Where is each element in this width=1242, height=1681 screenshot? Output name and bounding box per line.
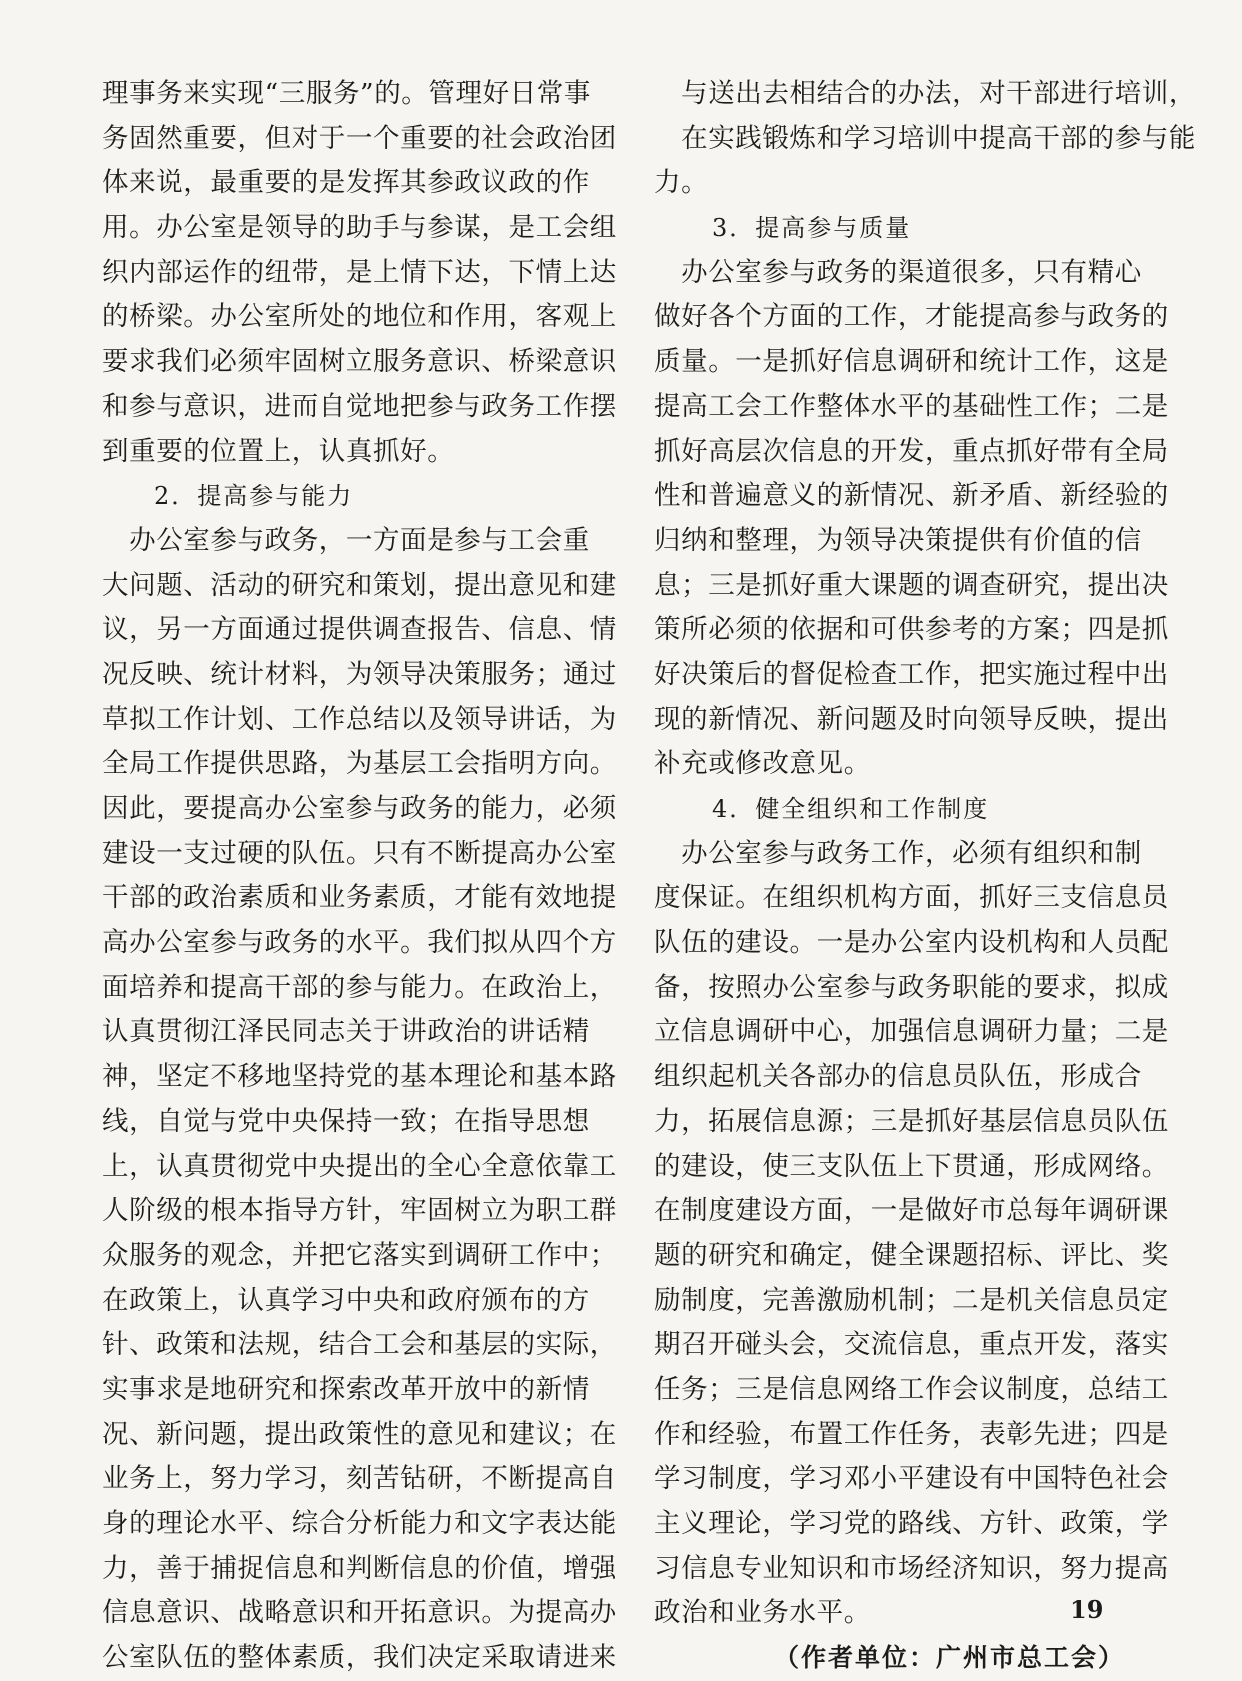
text-line: 策所必须的依据和可供参考的方案；四是抓: [654, 614, 1169, 646]
section-heading: 2．提高参与能力: [154, 482, 354, 511]
text-line: 提高工会工作整体水平的基础性工作；二是: [654, 390, 1169, 422]
author-affiliation: （作者单位：广州市总工会）: [774, 1643, 1126, 1673]
text-line: 高办公室参与政务的水平。我们拟从四个方: [102, 927, 617, 959]
text-line: 针、政策和法规，结合工会和基层的实际，: [102, 1329, 617, 1361]
text-line: 全局工作提供思路，为基层工会指明方向。: [102, 748, 617, 780]
text-line: 体来说，最重要的是发挥其参政议政的作: [102, 167, 590, 199]
text-line: 任务；三是信息网络工作会议制度，总结工: [654, 1373, 1169, 1405]
page-number: 19: [1070, 1595, 1104, 1624]
text-line: 实事求是地研究和探索改革开放中的新情: [102, 1373, 590, 1405]
text-line: 抓好高层次信息的开发，重点抓好带有全局: [654, 435, 1169, 467]
text-line: 和参与意识，进而自觉地把参与政务工作摆: [102, 390, 617, 422]
text-line: 况反映、统计材料，为领导决策服务；通过: [102, 658, 617, 690]
text-line: 习信息专业知识和市场经济知识，努力提高: [654, 1552, 1169, 1584]
text-line: 现的新情况、新问题及时向领导反映，提出: [654, 703, 1169, 735]
text-line: 织内部运作的纽带，是上情下达，下情上达: [102, 256, 617, 288]
text-line: 因此，要提高办公室参与政务的能力，必须: [102, 793, 617, 824]
text-line: 用。办公室是领导的助手与参谋，是工会组: [102, 212, 617, 244]
text-line: 力，善于捕捉信息和判断信息的价值，增强: [102, 1552, 617, 1584]
text-line: 公室队伍的整体素质，我们决定采取请进来: [102, 1642, 617, 1674]
text-line: 议，另一方面通过提供调查报告、信息、情: [102, 614, 617, 646]
text-line: 办公室参与政务，一方面是参与工会重: [102, 524, 590, 556]
text-line: 认真贯彻江泽民同志关于讲政治的讲话精: [102, 1016, 590, 1048]
text-line: 众服务的观念，并把它落实到调研工作中；: [102, 1239, 617, 1271]
text-line: 学习制度，学习邓小平建设有中国特色社会: [654, 1463, 1169, 1495]
text-line: 业务上，努力学习，刻苦钻研，不断提高自: [102, 1463, 617, 1495]
text-line: 人阶级的根本指导方针，牢固树立为职工群: [102, 1195, 617, 1227]
text-line: 建设一支过硬的队伍。只有不断提高办公室: [102, 837, 617, 869]
text-line: 理事务来实现“三服务”的。管理好日常事: [102, 78, 591, 109]
text-line: 备，按照办公室参与政务职能的要求，拟成: [654, 971, 1169, 1003]
text-line: 主义理论，学习党的路线、方针、政策，学: [654, 1508, 1169, 1539]
text-line: 性和普遍意义的新情况、新矛盾、新经验的: [654, 480, 1169, 512]
text-line: 神，坚定不移地坚持党的基本理论和基本路: [102, 1061, 617, 1093]
text-line: 在政策上，认真学习中央和政府颁布的方: [102, 1284, 590, 1316]
text-line: 作和经验，布置工作任务，表彰先进；四是: [654, 1418, 1169, 1450]
text-line: 归纳和整理，为领导决策提供有价值的信: [654, 524, 1142, 556]
text-line: 到重要的位置上，认真抓好。: [102, 435, 455, 467]
text-line: 励制度，完善激励机制；二是机关信息员定: [654, 1284, 1169, 1316]
text-line: 干部的政治素质和业务素质，才能有效地提: [102, 882, 617, 914]
text-line: 政治和业务水平。: [654, 1597, 871, 1629]
text-line: 息；三是抓好重大课题的调查研究，提出决: [654, 569, 1169, 601]
text-line: 力，拓展信息源；三是抓好基层信息员队伍: [654, 1105, 1169, 1137]
text-line: 在制度建设方面，一是做好市总每年调研课: [654, 1195, 1169, 1227]
section-heading: 4．健全组织和工作制度: [712, 795, 990, 823]
text-line: 办公室参与政务工作，必须有组织和制: [654, 837, 1142, 869]
text-line: 草拟工作计划、工作总结以及领导讲话，为: [102, 703, 617, 735]
text-line: 在实践锻炼和学习培训中提高干部的参与能: [654, 122, 1196, 154]
text-line: 况、新问题，提出政策性的意见和建议；在: [102, 1418, 617, 1450]
text-line: 要求我们必须牢固树立服务意识、桥梁意识: [102, 346, 617, 378]
text-line: 组织起机关各部办的信息员队伍，形成合: [654, 1061, 1142, 1093]
left-column: [102, 72, 617, 1681]
text-line: 面培养和提高干部的参与能力。在政治上，: [102, 971, 617, 1003]
text-line: 大问题、活动的研究和策划，提出意见和建: [102, 569, 617, 601]
text-line: 期召开碰头会，交流信息，重点开发，落实: [654, 1329, 1169, 1361]
text-line: 做好各个方面的工作，才能提高参与政务的: [654, 301, 1169, 333]
text-line: 信息意识、战略意识和开拓意识。为提高办: [102, 1597, 617, 1629]
text-line: 补充或修改意见。: [654, 748, 871, 780]
text-line: 质量。一是抓好信息调研和统计工作，这是: [654, 346, 1169, 378]
text-line: 好决策后的督促检查工作，把实施过程中出: [654, 658, 1169, 690]
text-line: 的建设，使三支队伍上下贯通，形成网络。: [654, 1150, 1169, 1182]
text-line: 上，认真贯彻党中央提出的全心全意依靠工: [102, 1150, 617, 1182]
text-line: 力。: [654, 167, 709, 199]
text-line: 务固然重要，但对于一个重要的社会政治团: [102, 122, 617, 154]
text-line: 立信息调研中心，加强信息调研力量；二是: [654, 1016, 1169, 1048]
text-line: 度保证。在组织机构方面，抓好三支信息员: [654, 882, 1169, 914]
text-line: 身的理论水平、综合分析能力和文字表达能: [102, 1508, 617, 1539]
text-line: 题的研究和确定，健全课题招标、评比、奖: [654, 1239, 1169, 1271]
text-line: 的桥梁。办公室所处的地位和作用，客观上: [102, 301, 617, 333]
text-line: 线，自觉与党中央保持一致；在指导思想: [102, 1105, 590, 1137]
text-line: 队伍的建设。一是办公室内设机构和人员配: [654, 927, 1169, 959]
right-column: [654, 72, 1196, 1681]
text-line: 办公室参与政务的渠道很多，只有精心: [654, 256, 1142, 288]
section-heading: 3．提高参与质量: [712, 214, 912, 243]
text-line: 与送出去相结合的办法，对干部进行培训，: [654, 78, 1196, 109]
